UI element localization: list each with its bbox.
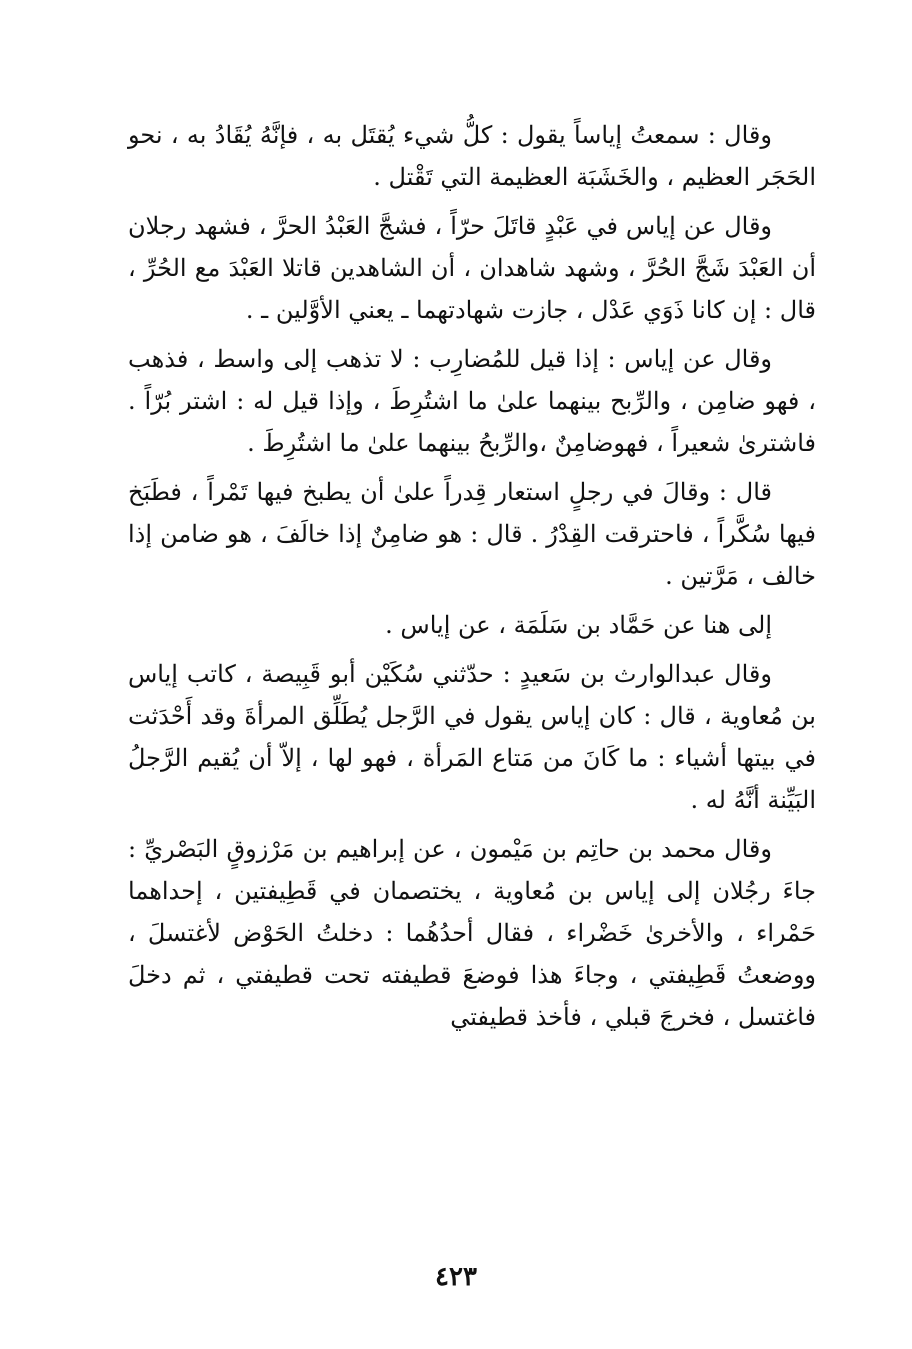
body-text [128, 114, 816, 1045]
paragraph-7: وقال محمد بن حاتِم بن مَيْمون ، عن إبراهيم بن مَرْزوقٍ البَصْريِّ : جاءَ رجُلان إلى إياس بن مُعاوية ، يختصمان في قَطِيفتين ، إحداهما حَمْراء ، والأخرىٰ خَضْراء ، فقال أحدُهُما : دخلتُ الحَوْض لأغتسلَ ، ووضعتُ قَطِيفتي ، وجاءَ هذا فوضعَ قطيفته تحت قطيفتي ، ثم دخلَ فاغتسل ، فخرجَ قبلي ، فأخذ قطيفتي [128, 835, 816, 1031]
page-number: ٤٢٣ [435, 1262, 477, 1292]
paragraph-6: وقال عبدالوارث بن سَعيدٍ : حدّثني سُكَيْن أبو قَبِيصة ، كاتب إياس بن مُعاوية ، قال : كان إياس يقول في الرَّجل يُطَلِّق المرأةَ وقد أَحْدَثت في بيتها أشياء : ما كَانَ من مَتاع المَرأة ، فهو لها ، إلاّ أن يُقيم الرَّجلُ البَيِّنة أنَّهُ له . [128, 660, 816, 814]
paragraph-3: وقال عن إياس : إذا قيل للمُضارِب : لا تذهب إلى واسط ، فذهب ، فهو ضامِن ، والرِّبح بينهما علىٰ ما اشتُرِطَ ، وإذا قيل له : اشتر بُرّاً . فاشترىٰ شعيراً ، فهوضامِنٌ ،والرِّبحُ بينهما علىٰ ما اشتُرِطَ . [128, 345, 816, 457]
paragraph-4: قال : وقالَ في رجلٍ استعار قِدراً علىٰ أن يطبخ فيها تَمْراً ، فطَبَخ فيها سُكَّراً ، فاحترقت القِدْرُ . قال : هو ضامِنٌ إذا خالَفَ ، هو ضامن إذا خالف ، مَرَّتين . [128, 478, 816, 590]
paragraph-2: وقال عن إياس في عَبْدٍ قاتَلَ حرّاً ، فشجَّ العَبْدُ الحرَّ ، فشهد رجلان أن العَبْدَ شَجَّ الحُرَّ ، وشهد شاهدان ، أن الشاهدين قاتلا العَبْدَ مع الحُرِّ ، قال : إن كانا ذَوَي عَدْل ، جازت شهادتهما ـ يعني الأوَّلين ـ . [128, 212, 816, 324]
paragraph-5: إلى هنا عن حَمَّاد بن سَلَمَة ، عن إياس . [385, 611, 772, 639]
paragraph-1: وقال : سمعتُ إياساً يقول : كلُّ شيء يُقتَل به ، فإنَّهُ يُقَادُ به ، نحو الحَجَر العظيم ، والخَشَبَة العظيمة التي تَقْتل . [128, 121, 816, 191]
